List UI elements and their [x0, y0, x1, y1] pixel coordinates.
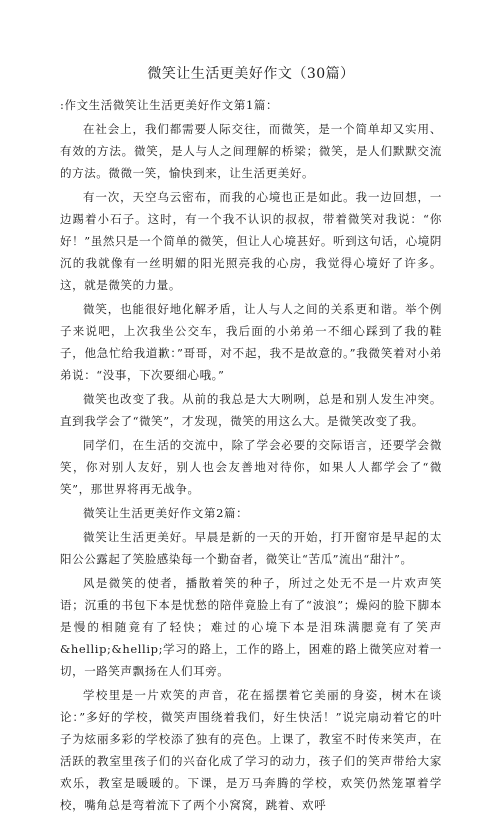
paragraph: 在社会上，我们都需要人际交往，而微笑，是一个简单却又实用、有效的方法。微笑，是人与人之间理解的桥梁；微笑，是人们默默交流的方法。微微一笑，愉快到来，让生活更美好。 — [60, 122, 442, 180]
document-title: 微笑让生活更美好作文（30篇） — [147, 66, 355, 82]
paragraph: 同学们，在生活的交流中，除了学会必要的交际语言，还要学会微笑，你对别人友好，别人也会友善地对待你，如果人人都学会了“微笑”，那世界将再无战争。 — [60, 438, 442, 496]
document-body — [60, 94, 442, 816]
paragraph: 微笑让生活更美好。早晨是新的一天的开始，打开窗帘是早起的太阳公公露起了笑脸感染每一个勤奋者，微笑让“苦瓜”流出“甜汁”。 — [60, 530, 442, 566]
paragraph: 微笑，也能很好地化解矛盾，让人与人之间的关系更和谐。举个例子来说吧，上次我坐公交车，我后面的小弟弟一不细心踩到了我的鞋子，他急忙给我道歉：”哥哥，对不起，我不是故意的。”我微笑着对小弟弟说：“没事，下次要细心哦。” — [60, 302, 442, 382]
paragraph-meta: :作文生活微笑让生活更美好作文第1篇： — [60, 98, 279, 112]
paragraph: 微笑也改变了我。从前的我总是大大咧咧，总是和别人发生冲突。直到我学会了“微笑”，才发现，微笑的用这么大。是微笑改变了我。 — [60, 392, 442, 428]
paragraph: 学校里是一片欢笑的声音，花在摇摆着它美丽的身姿，树木在谈论：”多好的学校，微笑声围绕着我们，好生快活！”说完扇动着它的叶子为炫丽多彩的学校添了独有的亮色。上课了，教室不时传来笑声，在活跃的教室里孩子们的兴奋化成了学习的动力，孩子们的笑声带给大家欢乐，教室是暖暖的。下课，是万马奔腾的学校，欢笑仍然笼罩着学校，嘴角总是弯着流下了两个小窝窝，跳着、欢呼 — [60, 688, 442, 812]
paragraph: 有一次，天空乌云密布，而我的心境也正是如此。我一边回想，一边踢着小石子。这时，有一个我不认识的叔叔，带着微笑对我说：“你好！”虽然只是一个简单的微笑，但让人心境甚好。听到这句话，心境阴沉的我就像有一丝明媚的阳光照亮我的心房，我觉得心境好了许多。这，就是微笑的力量。 — [60, 190, 442, 292]
paragraph: 风是微笑的使者，播散着笑的种子，所过之处无不是一片欢声笑语；沉重的书包下本是忧愁的陪伴竟脸上有了“波浪”；燥闷的脸下脚本是慢的相随竟有了轻快；难过的心境下本是泪珠满腮竟有了笑声&hellip;&hellip;学习的路上，工作的路上，困难的路上微笑应对着一切，一路笑声飘扬在人们耳旁。 — [60, 576, 442, 678]
section-heading: 微笑让生活更美好作文第2篇： — [83, 506, 249, 520]
